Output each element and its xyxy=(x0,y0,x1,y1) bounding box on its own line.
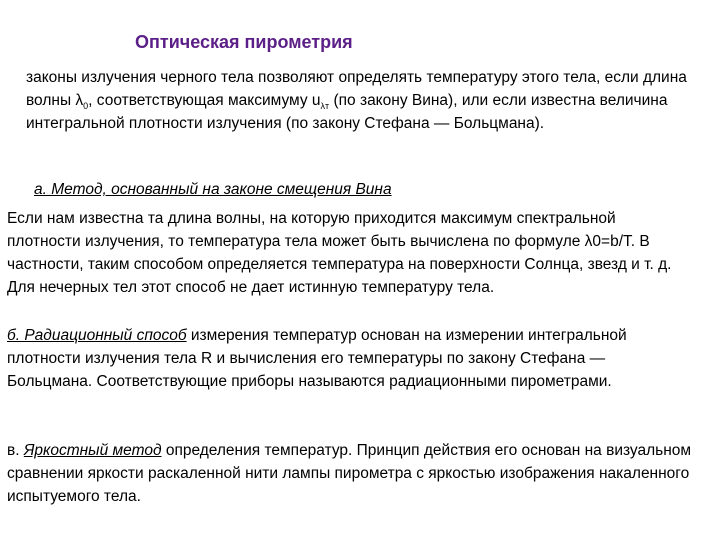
section-c-text: определения температур. Принцип действия его основан на визуальном сравнении яркости раскаленной нити лампы пирометра с яркостью изображения накаленного испытуемого тела. xyxy=(7,442,692,505)
section-c-term: Яркостный метод xyxy=(23,442,162,459)
section-b-term: б. Радиационный способ xyxy=(7,327,187,344)
u-subscript: λт xyxy=(320,101,330,111)
section-c-prefix: в. xyxy=(7,442,24,459)
section-b-paragraph xyxy=(7,324,687,393)
intro-text-part3: (по закону Вина), или если известна величина интегральной плотности излучения (по закону Стефана — Больцмана). xyxy=(26,92,668,132)
intro-text-part1: законы излучения черного тела позволяют определять температуру этого тела, если длина волны λ xyxy=(26,69,687,109)
section-b-text: измерения температур основан на измерении интегральной плотности излучения тела R и вычисления его температуры по закону Стефана — Больцмана. Соответствующие приборы называются радиационными пирометрами. xyxy=(7,327,627,390)
intro-text-part2: , соответствующая максимуму u xyxy=(88,92,321,109)
slide-title: Оптическая пирометрия xyxy=(135,32,353,52)
section-a-heading: а. Метод, основанный на законе смещения Вина xyxy=(34,181,392,198)
section-a-paragraph: Если нам известна та длина волны, на которую приходится максимум спектральной плотности излучения, то температура тела может быть вычислена по формуле λ0=b/T. В частности, таким способом определяется температура на поверхности Солнца, звезд и т. д. Для нечерных тел этот способ не дает истинную температуру тела. xyxy=(7,210,672,296)
lambda-subscript: 0 xyxy=(83,101,89,111)
intro-paragraph xyxy=(26,66,698,135)
section-c-paragraph xyxy=(7,439,707,508)
